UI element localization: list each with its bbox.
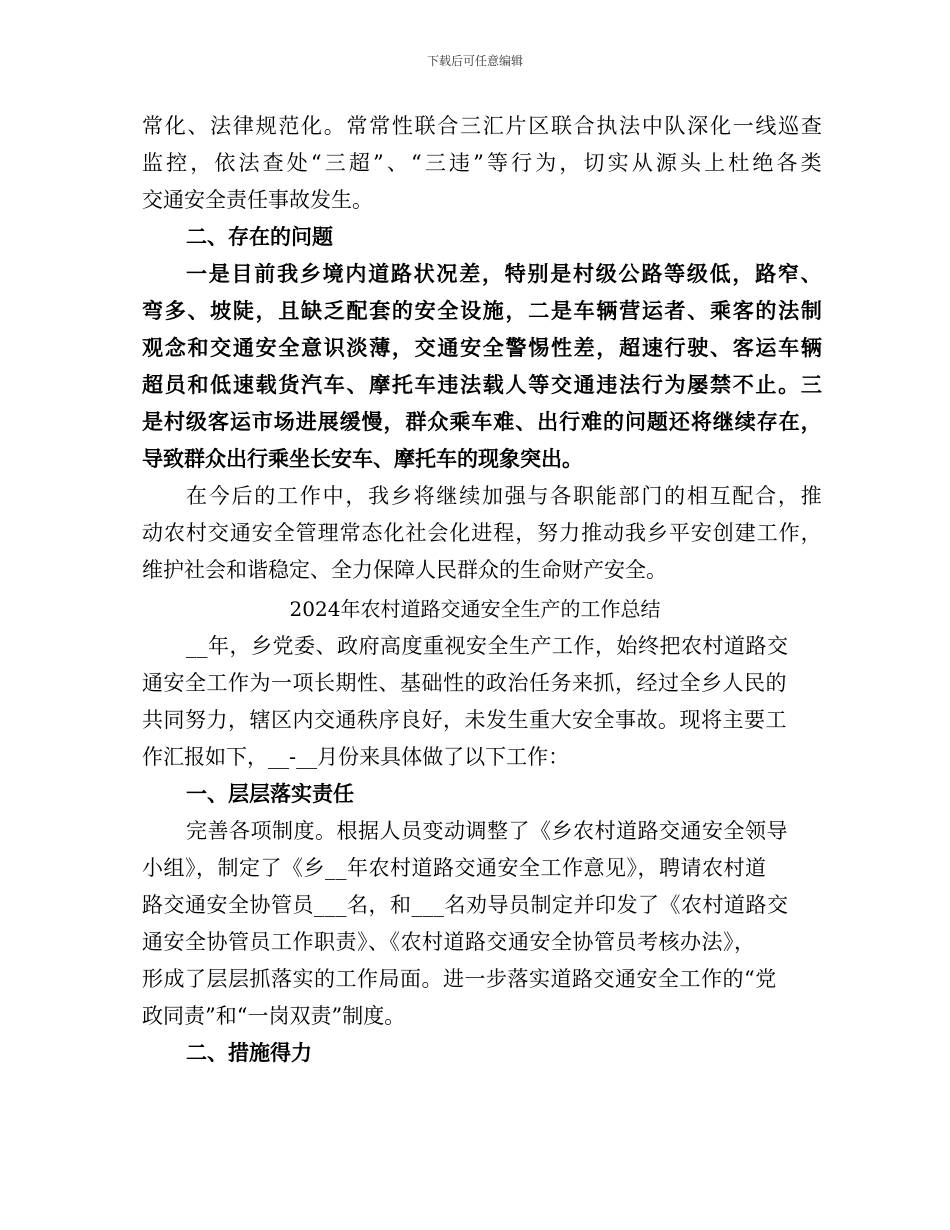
- paragraph-line: 通安全协管员工作职责》、《农村道路交通安全协管员考核办法》，: [142, 930, 756, 954]
- paragraph-line: 作汇报如下，__-__月份来具体做了以下工作：: [142, 745, 570, 769]
- paragraph-line: 形成了层层抓落实的工作局面。进一步落实道路交通安全工作的“党: [142, 967, 777, 991]
- paragraph-line: __年，乡党委、政府高度重视安全生产工作，始终把农村道路交: [186, 634, 789, 658]
- paragraph-line: 完善各项制度。根据人员变动调整了《乡农村道路交通安全领导: [186, 819, 788, 843]
- paragraph-line: 弯 多 、 坡 陡 ， 且 缺 乏 配 套 的 安 全 设 施 ， 二 是 车 辆 营 运 者 、 乘 客 的 法 制: [142, 298, 822, 323]
- paragraph-line: 维护社会和谐稳定、全力保障人民群众的生命财产安全。: [142, 558, 667, 582]
- paragraph-line: 小组》，制定了《乡__年农村道路交通安全工作意见》，聘请农村道: [142, 856, 767, 880]
- paragraph-line: 政同责”和“一岗双责”制度。: [142, 1004, 406, 1028]
- paragraph-line: 共同努力，辖区内交通秩序良好，未发生重大安全事故。现将主要工: [142, 708, 787, 732]
- section-heading: 二、存在的问题: [186, 224, 333, 249]
- paragraph-line: 在 今 后 的 工 作 中 ， 我 乡 将 继 续 加 强 与 各 职 能 部 门 的 相 互 配 合 ， 推: [186, 484, 822, 508]
- paragraph-line: 交通安全责任事故发生。: [142, 188, 373, 212]
- paragraph-line: 动 农 村 交 通 安 全 管 理 常 态 化 社 会 化 进 程 ， 努 力 推 动 我 乡 平 安 创 建 工 作 ，: [142, 521, 822, 545]
- paragraph-line: 一 是 目 前 我 乡 境 内 道 路 状 况 差 ， 特 别 是 村 级 公 路 等 级 低 ， 路 窄 、: [186, 261, 822, 286]
- paragraph-line: 是 村 级 客 运 市 场 进 展 缓 慢 ， 群 众 乘 车 难 、 出 行 难 的 问 题 还 将 继 续 存 在 ，: [142, 409, 822, 434]
- paragraph-line: 路交通安全协管员___名，和___名劝导员制定并印发了《农村道路交: [142, 893, 789, 917]
- document-title: 2024年农村道路交通安全生产的工作总结: [289, 597, 661, 621]
- paragraph-line: 导致群众出行乘坐长安车、摩托车的现象突出。: [142, 446, 583, 471]
- section-heading: 一、层层落实责任: [186, 781, 354, 806]
- paragraph-line: 监 控 ， 依 法 查 处 “ 三 超 ” 、 “ 三 违 ” 等 行 为 ， 切 实 从 源 头 上 杜 绝 各 类: [142, 151, 822, 175]
- paragraph-line: 通安全工作为一项长期性、基础性的政治任务来抓，经过全乡人民的: [142, 671, 787, 695]
- paragraph-line: 常 化 、 法 律 规 范 化 。 常 常 性 联 合 三 汇 片 区 联 合 执 法 中 队 深 化 一 线 巡 查: [142, 114, 822, 138]
- paragraph-line: 超 员 和 低 速 载 货 汽 车 、 摩 托 车 违 法 载 人 等 交 通 违 法 行 为 屡 禁 不 止 。 三: [142, 372, 822, 397]
- paragraph-line: 观 念 和 交 通 安 全 意 识 淡 薄 ， 交 通 安 全 警 惕 性 差 ， 超 速 行 驶 、 客 运 车 辆: [142, 335, 822, 360]
- page-header: 下载后可任意编辑: [426, 54, 523, 68]
- section-heading: 二、措施得力: [186, 1040, 312, 1065]
